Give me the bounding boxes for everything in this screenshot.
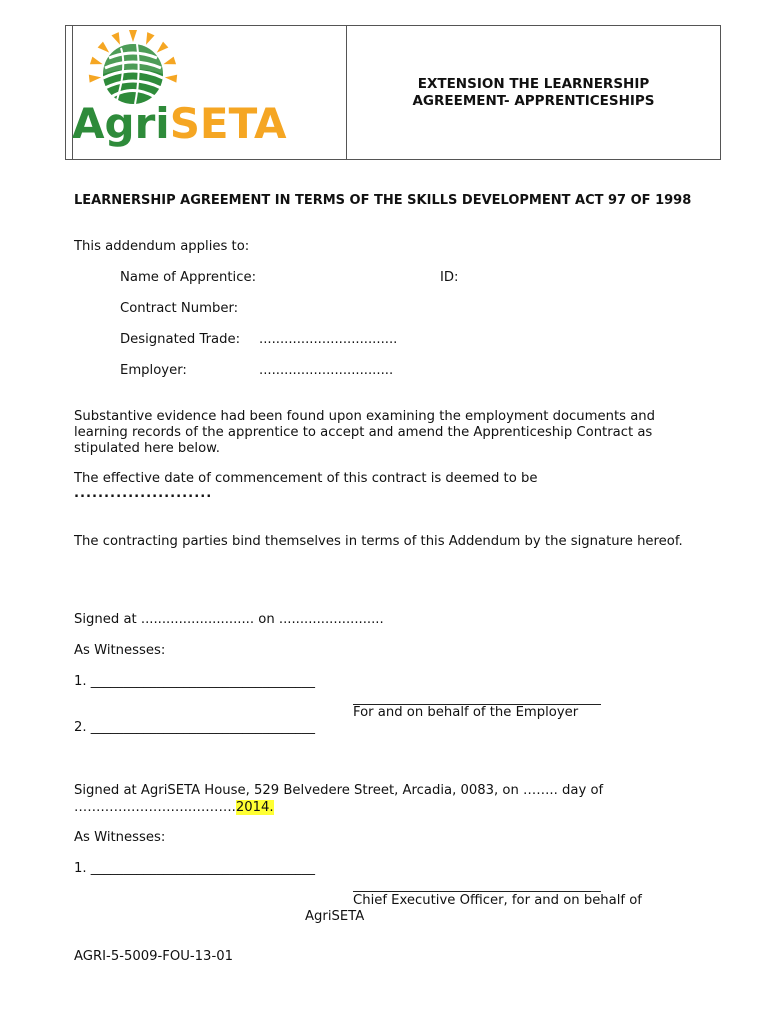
header-box (65, 25, 721, 160)
document-title (347, 76, 720, 110)
title-line-2: AGREEMENT- APPRENTICESHIPS (412, 93, 655, 109)
name-of-apprentice-label: Name of Apprentice: (120, 270, 257, 285)
year-highlight: 2014. (235, 800, 274, 815)
witness-1-line[interactable]: 1. __________________________________ (74, 674, 315, 689)
signed-at-employer[interactable]: Signed at ........................... on ......................... (74, 612, 384, 627)
ceo-label-line-2: AgriSETA (305, 909, 365, 924)
id-label: ID: (440, 270, 459, 285)
ceo-label-line-1: Chief Executive Officer, for and on behalf of (353, 893, 642, 908)
agreement-heading: LEARNERSHIP AGREEMENT IN TERMS OF THE SKILLS DEVELOPMENT ACT 97 OF 1998 (74, 193, 692, 208)
employer-label: Employer: (120, 363, 187, 378)
applies-to-text: This addendum applies to: (74, 239, 250, 254)
witnesses-label-1: As Witnesses: (74, 643, 166, 658)
witness-2-line[interactable]: 2. __________________________________ (74, 720, 315, 735)
designated-trade-blank[interactable]: ................................. (259, 332, 398, 347)
effective-date-text: The effective date of commencement of this contract is deemed to be (74, 471, 538, 486)
title-line-1: EXTENSION THE LEARNERSHIP (417, 76, 650, 92)
footer-document-code: AGRI-5-5009-FOU-13-01 (74, 949, 233, 964)
evidence-paragraph: Substantive evidence had been found upon examining the employment documents and learning records of the apprentice to accept and amend the Apprenticeship Contract as stipulated here below. (74, 409, 656, 456)
contract-number-label: Contract Number: (120, 301, 239, 316)
signed-at-agriseta: Signed at AgriSETA House, 529 Belvedere Street, Arcadia, 0083, on …….. day of (74, 783, 604, 798)
agriseta-logo (70, 26, 340, 156)
signed-date-blank[interactable]: ………….…………..………. (74, 800, 236, 815)
effective-date-blank[interactable]: ....................... (74, 486, 213, 501)
sun-rays-icon (89, 30, 177, 104)
employer-behalf-label: For and on behalf of the Employer (353, 705, 579, 720)
logo-wordmark: AgriSETA (72, 99, 287, 148)
witness-1-line-agriseta[interactable]: 1. __________________________________ (74, 861, 315, 876)
designated-trade-label: Designated Trade: (120, 332, 241, 347)
witnesses-label-2: As Witnesses: (74, 830, 166, 845)
parties-paragraph: The contracting parties bind themselves in terms of this Addendum by the signature hereof. (74, 534, 683, 549)
ceo-signature-line[interactable] (353, 891, 601, 892)
signed-date-row (74, 800, 274, 815)
employer-blank[interactable]: ................................ (259, 363, 394, 378)
